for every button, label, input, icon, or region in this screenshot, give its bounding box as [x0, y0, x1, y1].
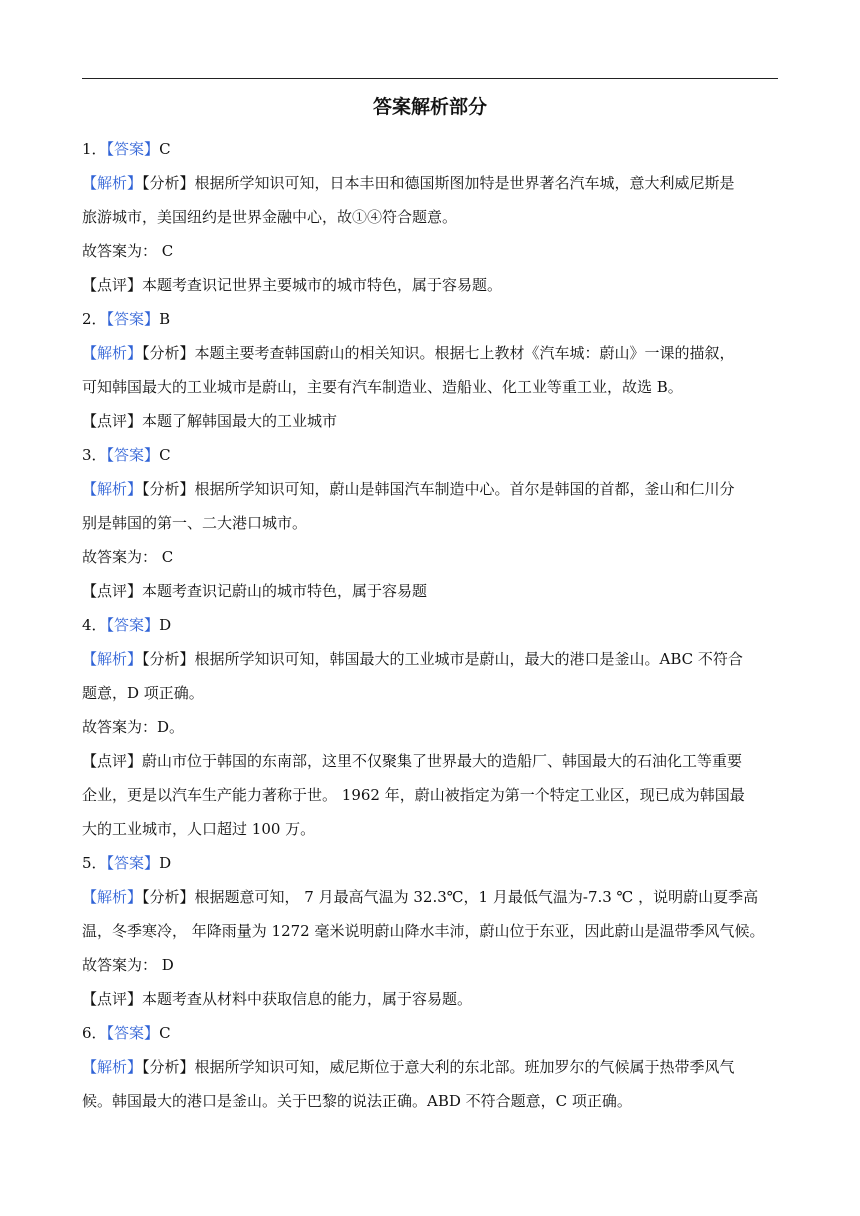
review-line-2-1	[82, 404, 782, 438]
analysis-text: 温，冬季寒冷， 年降雨量为 1272 毫米说明蔚山降水丰沛，蔚山位于东亚，因此蔚山是温带季风气候。	[82, 922, 765, 940]
fenxi-tag: 【分析】	[142, 888, 195, 906]
jiexi-tag: 【解析】	[82, 344, 143, 362]
answer-tag: 【答案】	[106, 446, 160, 464]
review-text: 本题考查识记世界主要城市的城市特色，属于容易题。	[142, 276, 503, 294]
analysis-line-3-2	[82, 506, 782, 540]
conclusion-line-4	[82, 710, 782, 744]
jiexi-tag: 【解析】	[82, 650, 143, 668]
answer-tag: 【答案】	[106, 310, 160, 328]
answer-line-1	[82, 132, 782, 166]
answer-tag: 【答案】	[106, 1024, 160, 1042]
analysis-line-6-2	[82, 1084, 782, 1118]
review-text: 蔚山市位于韩国的东南部，这里不仅聚集了世界最大的造船厂、韩国最大的石油化工等重要	[142, 752, 743, 770]
analysis-text: 根据所学知识可知，威尼斯位于意大利的东北部。班加罗尔的气候属于热带季风气	[194, 1058, 735, 1076]
analysis-text: 本题主要考查韩国蔚山的相关知识。根据七上教材《汽车城：蔚山》一课的描叙，	[194, 344, 735, 362]
review-text: 本题了解韩国最大的工业城市	[142, 412, 338, 430]
analysis-text: 可知韩国最大的工业城市是蔚山，主要有汽车制造业、造船业、化工业等重工业，故选 B。	[82, 378, 683, 396]
answer-tag: 【答案】	[106, 140, 160, 158]
review-line-5-1	[82, 982, 782, 1016]
question-number: 6．	[82, 1024, 107, 1042]
jiexi-tag: 【解析】	[82, 480, 143, 498]
conclusion-text: 故答案为：D。	[82, 718, 185, 736]
answer-value: C	[159, 140, 171, 158]
dianping-tag: 【点评】	[82, 276, 143, 294]
analysis-text: 别是韩国的第一、二大港口城市。	[82, 514, 308, 532]
dianping-tag: 【点评】	[82, 752, 143, 770]
analysis-line-2-2	[82, 370, 782, 404]
analysis-text: 候。韩国最大的港口是釜山。关于巴黎的说法正确。ABD 不符合题意，C 项正确。	[82, 1092, 632, 1110]
answer-list	[82, 132, 782, 1118]
analysis-line-4-2	[82, 676, 782, 710]
question-number: 5．	[82, 854, 107, 872]
fenxi-tag: 【分析】	[142, 344, 195, 362]
analysis-line-2-1	[82, 336, 782, 370]
review-text: 大的工业城市，人口超过 100 万。	[82, 820, 316, 838]
analysis-line-1-1	[82, 166, 782, 200]
conclusion-text: 故答案为： C	[82, 548, 174, 566]
question-number: 1．	[82, 140, 107, 158]
analysis-text: 旅游城市，美国纽约是世界金融中心，故①④符合题意。	[82, 208, 458, 226]
review-line-4-3	[82, 812, 782, 846]
jiexi-tag: 【解析】	[82, 888, 143, 906]
answer-line-2	[82, 302, 782, 336]
dianping-tag: 【点评】	[82, 412, 143, 430]
analysis-text: 根据所学知识可知，日本丰田和德国斯图加特是世界著名汽车城，意大利威尼斯是	[194, 174, 735, 192]
review-text: 本题考查识记蔚山的城市特色，属于容易题	[142, 582, 428, 600]
answer-tag: 【答案】	[106, 616, 160, 634]
question-number: 4．	[82, 616, 107, 634]
analysis-line-6-1	[82, 1050, 782, 1084]
fenxi-tag: 【分析】	[142, 650, 195, 668]
answer-value: C	[159, 1024, 171, 1042]
answer-value: D	[159, 854, 172, 872]
answer-line-5	[82, 846, 782, 880]
analysis-line-5-2	[82, 914, 782, 948]
fenxi-tag: 【分析】	[142, 480, 195, 498]
conclusion-line-1	[82, 234, 782, 268]
analysis-line-5-1	[82, 880, 782, 914]
dianping-tag: 【点评】	[82, 990, 143, 1008]
answer-line-4	[82, 608, 782, 642]
answer-value: B	[159, 310, 171, 328]
answer-value: C	[159, 446, 171, 464]
question-number: 2．	[82, 310, 107, 328]
dianping-tag: 【点评】	[82, 582, 143, 600]
conclusion-text: 故答案为： C	[82, 242, 174, 260]
review-text: 企业，更是以汽车生产能力著称于世。 1962 年，蔚山被指定为第一个特定工业区，现已成为韩国最	[82, 786, 745, 804]
conclusion-line-5	[82, 948, 782, 982]
review-line-4-1	[82, 744, 782, 778]
review-line-3-1	[82, 574, 782, 608]
analysis-text: 根据题意可知， 7 月最高气温为 32.3℃，1 月最低气温为-7.3 ℃ ，说明蔚山夏季高	[194, 888, 759, 906]
jiexi-tag: 【解析】	[82, 174, 143, 192]
fenxi-tag: 【分析】	[142, 1058, 195, 1076]
analysis-text: 题意，D 项正确。	[82, 684, 204, 702]
conclusion-line-3	[82, 540, 782, 574]
review-line-4-2	[82, 778, 782, 812]
analysis-text: 根据所学知识可知，蔚山是韩国汽车制造中心。首尔是韩国的首都，釜山和仁川分	[194, 480, 735, 498]
jiexi-tag: 【解析】	[82, 1058, 143, 1076]
conclusion-text: 故答案为： D	[82, 956, 174, 974]
analysis-line-4-1	[82, 642, 782, 676]
analysis-line-1-2	[82, 200, 782, 234]
review-text: 本题考查从材料中获取信息的能力，属于容易题。	[142, 990, 473, 1008]
answer-line-6	[82, 1016, 782, 1050]
header-rule	[82, 78, 778, 79]
fenxi-tag: 【分析】	[142, 174, 195, 192]
analysis-text: 根据所学知识可知，韩国最大的工业城市是蔚山，最大的港口是釜山。ABC 不符合	[194, 650, 743, 668]
answer-tag: 【答案】	[106, 854, 160, 872]
review-line-1-1	[82, 268, 782, 302]
answer-line-3	[82, 438, 782, 472]
page-title: 答案解析部分	[372, 96, 487, 118]
question-number: 3．	[82, 446, 107, 464]
analysis-line-3-1	[82, 472, 782, 506]
answer-value: D	[159, 616, 172, 634]
